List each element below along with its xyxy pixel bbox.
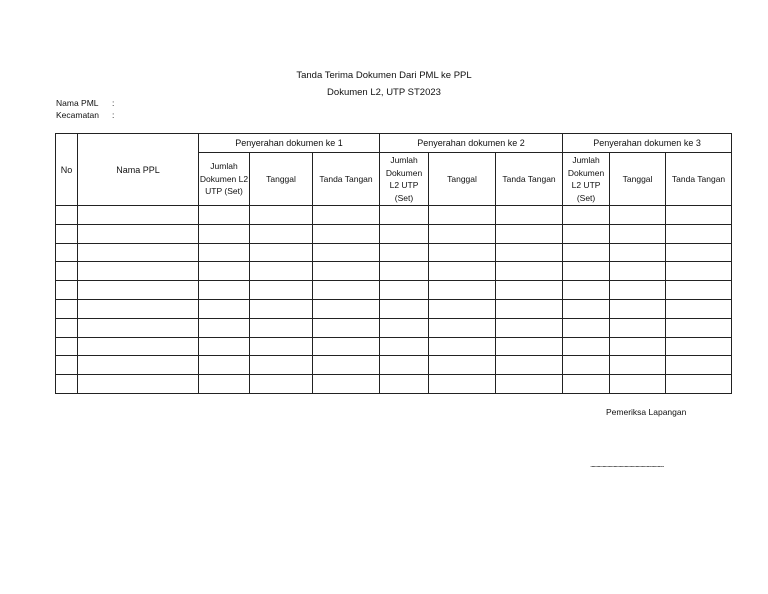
form-subtitle: Dokumen L2, UTP ST2023 [327, 87, 441, 98]
table-cell[interactable] [78, 318, 199, 337]
table-row [56, 206, 732, 225]
table-cell[interactable] [666, 375, 732, 394]
table-cell[interactable] [610, 281, 666, 300]
table-cell[interactable] [250, 243, 313, 262]
table-cell[interactable] [563, 262, 610, 281]
kecamatan-field [56, 110, 114, 120]
table-cell[interactable] [380, 224, 429, 243]
table-row [56, 356, 732, 375]
table-cell[interactable] [380, 356, 429, 375]
table-cell[interactable] [610, 206, 666, 225]
table-cell[interactable] [250, 337, 313, 356]
table-cell[interactable] [56, 262, 78, 281]
table-cell[interactable] [78, 375, 199, 394]
group-header-2: Penyerahan dokumen ke 2 [380, 134, 563, 153]
table-cell[interactable] [313, 356, 380, 375]
kecamatan-label: Kecamatan [56, 110, 99, 120]
table-cell[interactable] [610, 224, 666, 243]
table-cell[interactable] [563, 281, 610, 300]
table-cell[interactable] [199, 318, 250, 337]
table-cell[interactable] [429, 337, 496, 356]
table-cell[interactable] [496, 375, 563, 394]
table-cell[interactable] [56, 318, 78, 337]
table-cell[interactable] [199, 356, 250, 375]
table-body [56, 206, 732, 394]
table-cell[interactable] [313, 299, 380, 318]
table-cell[interactable] [429, 243, 496, 262]
form-title: Tanda Terima Dokumen Dari PML ke PPL [296, 70, 472, 81]
table-cell[interactable] [610, 243, 666, 262]
table-cell[interactable] [496, 299, 563, 318]
table-cell[interactable] [56, 356, 78, 375]
table-cell[interactable] [313, 318, 380, 337]
table-cell[interactable] [250, 318, 313, 337]
table-cell[interactable] [56, 375, 78, 394]
table-cell[interactable] [250, 224, 313, 243]
table-cell[interactable] [666, 356, 732, 375]
table-cell[interactable] [429, 318, 496, 337]
table-cell[interactable] [563, 224, 610, 243]
table-cell[interactable] [199, 262, 250, 281]
table-cell[interactable] [380, 206, 429, 225]
table-cell[interactable] [199, 206, 250, 225]
table-cell[interactable] [250, 206, 313, 225]
table-cell[interactable] [610, 318, 666, 337]
col-header-ttd-2: Tanda Tangan [496, 153, 563, 206]
table-cell[interactable] [496, 262, 563, 281]
table-cell[interactable] [250, 262, 313, 281]
table-cell[interactable] [313, 224, 380, 243]
table-row [56, 318, 732, 337]
pml-separator: : [112, 98, 115, 108]
table-cell[interactable] [666, 281, 732, 300]
col-header-no: No [56, 134, 78, 206]
col-header-ttd-3: Tanda Tangan [666, 153, 732, 206]
table-row [56, 337, 732, 356]
table-cell[interactable] [78, 281, 199, 300]
table-cell[interactable] [250, 356, 313, 375]
col-header-tanggal-1: Tanggal [250, 153, 313, 206]
table-cell[interactable] [496, 206, 563, 225]
table-cell[interactable] [250, 375, 313, 394]
table-cell[interactable] [496, 243, 563, 262]
table-cell[interactable] [313, 262, 380, 281]
table-cell[interactable] [78, 224, 199, 243]
table-cell[interactable] [496, 224, 563, 243]
table-cell[interactable] [380, 375, 429, 394]
table-cell[interactable] [666, 262, 732, 281]
table-cell[interactable] [380, 299, 429, 318]
col-header-ttd-1: Tanda Tangan [313, 153, 380, 206]
table-cell[interactable] [496, 281, 563, 300]
table-cell[interactable] [250, 281, 313, 300]
table-cell[interactable] [313, 243, 380, 262]
table-cell[interactable] [380, 337, 429, 356]
table-cell[interactable] [56, 243, 78, 262]
table-cell[interactable] [380, 318, 429, 337]
signer-label: Pemeriksa Lapangan [606, 407, 687, 417]
table-row [56, 262, 732, 281]
table-cell[interactable] [563, 299, 610, 318]
table-cell[interactable] [380, 243, 429, 262]
table-cell[interactable] [496, 318, 563, 337]
col-header-jumlah-1: Jumlah Dokumen L2 UTP (Set) [199, 153, 250, 206]
table-cell[interactable] [429, 224, 496, 243]
table-cell[interactable] [56, 337, 78, 356]
signature-line: ............................................................ [590, 460, 664, 469]
table-cell[interactable] [78, 262, 199, 281]
table-cell[interactable] [610, 375, 666, 394]
table-cell[interactable] [496, 337, 563, 356]
table-cell[interactable] [380, 281, 429, 300]
table-cell[interactable] [56, 299, 78, 318]
table-cell[interactable] [496, 356, 563, 375]
col-header-jumlah-2: Jumlah Dokumen L2 UTP (Set) [380, 153, 429, 206]
table-cell[interactable] [56, 206, 78, 225]
table-cell[interactable] [313, 337, 380, 356]
table-cell[interactable] [199, 337, 250, 356]
table-cell[interactable] [199, 243, 250, 262]
table-row [56, 281, 732, 300]
col-header-tanggal-2: Tanggal [429, 153, 496, 206]
table-cell[interactable] [429, 281, 496, 300]
pml-label: Nama PML [56, 98, 99, 108]
table-cell[interactable] [78, 206, 199, 225]
table-cell[interactable] [199, 299, 250, 318]
table-cell[interactable] [78, 356, 199, 375]
table-cell[interactable] [313, 375, 380, 394]
col-header-tanggal-3: Tanggal [610, 153, 666, 206]
table-cell[interactable] [429, 262, 496, 281]
table-cell[interactable] [666, 224, 732, 243]
table-cell[interactable] [313, 281, 380, 300]
table-cell[interactable] [563, 243, 610, 262]
table-cell[interactable] [610, 337, 666, 356]
table-cell[interactable] [78, 243, 199, 262]
kecamatan-separator: : [112, 110, 115, 120]
table-cell[interactable] [563, 206, 610, 225]
table-row [56, 375, 732, 394]
table-cell[interactable] [610, 262, 666, 281]
table-cell[interactable] [78, 299, 199, 318]
table-cell[interactable] [563, 318, 610, 337]
table-row [56, 224, 732, 243]
table-cell[interactable] [666, 243, 732, 262]
table-cell[interactable] [666, 318, 732, 337]
table-cell[interactable] [429, 375, 496, 394]
group-header-1: Penyerahan dokumen ke 1 [199, 134, 380, 153]
table-cell[interactable] [199, 224, 250, 243]
table-cell[interactable] [666, 337, 732, 356]
receipt-table [55, 133, 732, 394]
table-cell[interactable] [199, 281, 250, 300]
table-cell[interactable] [250, 299, 313, 318]
table-cell[interactable] [563, 337, 610, 356]
pml-field [56, 98, 114, 108]
table-cell[interactable] [610, 299, 666, 318]
table-row [56, 243, 732, 262]
group-header-3: Penyerahan dokumen ke 3 [563, 134, 732, 153]
table-cell[interactable] [429, 356, 496, 375]
table-cell[interactable] [380, 262, 429, 281]
table-cell[interactable] [429, 206, 496, 225]
table-cell[interactable] [666, 206, 732, 225]
col-header-jumlah-3: Jumlah Dokumen L2 UTP (Set) [563, 153, 610, 206]
col-header-nama-ppl: Nama PPL [78, 134, 199, 206]
table-row [56, 299, 732, 318]
table-cell[interactable] [563, 375, 610, 394]
table-cell[interactable] [78, 337, 199, 356]
table-cell[interactable] [610, 356, 666, 375]
table-cell[interactable] [429, 299, 496, 318]
table-cell[interactable] [313, 206, 380, 225]
table-cell[interactable] [666, 299, 732, 318]
table-cell[interactable] [56, 281, 78, 300]
table-cell[interactable] [563, 356, 610, 375]
table-cell[interactable] [199, 375, 250, 394]
table-cell[interactable] [56, 224, 78, 243]
